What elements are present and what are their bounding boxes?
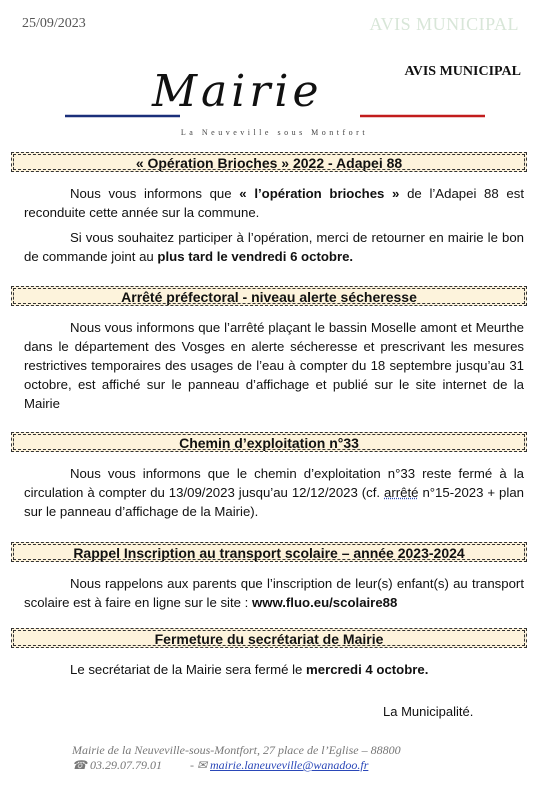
section-chemin-paragraph: Nous vous informons que le chemin d’exploitation n°33 reste fermé à la circulation à compter du 13/09/2023 jusqu’au 12/12/2023 (cf. arrêté n°15-2023 + plan sur le panneau d’affichage de la Mairie). <box>24 466 524 519</box>
document-date: 25/09/2023 <box>22 16 86 31</box>
phone-icon: ☎ <box>72 758 87 772</box>
section-secheresse-paragraph: Nous vous informons que l’arrêté plaçant le bassin Moselle amont et Meurthe dans le département des Vosges en alerte sécheresse et prescrivant les mesures restrictives temporaires des usages de l’eau à compter du 18 septembre jusqu’au 31 octobre, est affiché sur le panneau d’affichage et publié sur le site internet de la Mairie <box>24 320 524 411</box>
section-transport-paragraph: Nous rappelons aux parents que l’inscription de leur(s) enfant(s) au transport scolaire est à faire en ligne sur le site : www.fluo.eu/scolaire88 <box>24 576 524 610</box>
section-brioches-paragraph-1: Nous vous informons que « l’opération brioches » de l’Adapei 88 est reconduite cette année sur la commune. <box>24 186 525 220</box>
commune-subtitle: La Neuveville sous Montfort <box>180 128 369 137</box>
footer-contact <box>72 758 368 773</box>
avis-municipal-label: AVIS MUNICIPAL <box>404 64 521 79</box>
email-icon: ✉ <box>196 758 208 772</box>
section-fermeture-paragraph: Le secrétariat de la Mairie sera fermé le mercredi 4 octobre. <box>70 662 429 677</box>
logo-script-text: Mairie <box>152 66 323 117</box>
section-title-chemin: Chemin d’exploitation n°33 <box>11 432 527 452</box>
section-title-fermeture: Fermeture du secrétariat de Mairie <box>11 628 527 648</box>
fluo-website[interactable]: www.fluo.eu/scolaire88 <box>251 595 398 610</box>
arrete-reference: arrêté <box>384 485 419 500</box>
section-title-brioches: « Opération Brioches » 2022 - Adapei 88 <box>11 152 527 172</box>
footer-separator: - <box>189 758 194 772</box>
section-title-secheresse: Arrêté préfectoral - niveau alerte sécheresse <box>11 286 527 306</box>
footer-phone: 03.29.07.79.01 <box>89 758 162 772</box>
footer-address: Mairie de la Neuveville-sous-Montfort, 27 place de l’Eglise – 88800 <box>72 743 401 757</box>
section-brioches-paragraph-2: Si vous souhaitez participer à l’opération, merci de retourner en mairie le bon de commande joint au plus tard le vendredi 6 octobre. <box>24 230 524 264</box>
footer-email-link[interactable]: mairie.laneuveville@wanadoo.fr <box>210 758 369 772</box>
section-title-transport: Rappel Inscription au transport scolaire – année 2023-2024 <box>11 542 527 562</box>
signature: La Municipalité. <box>383 704 474 719</box>
watermark-heading: AVIS MUNICIPAL <box>369 14 519 34</box>
